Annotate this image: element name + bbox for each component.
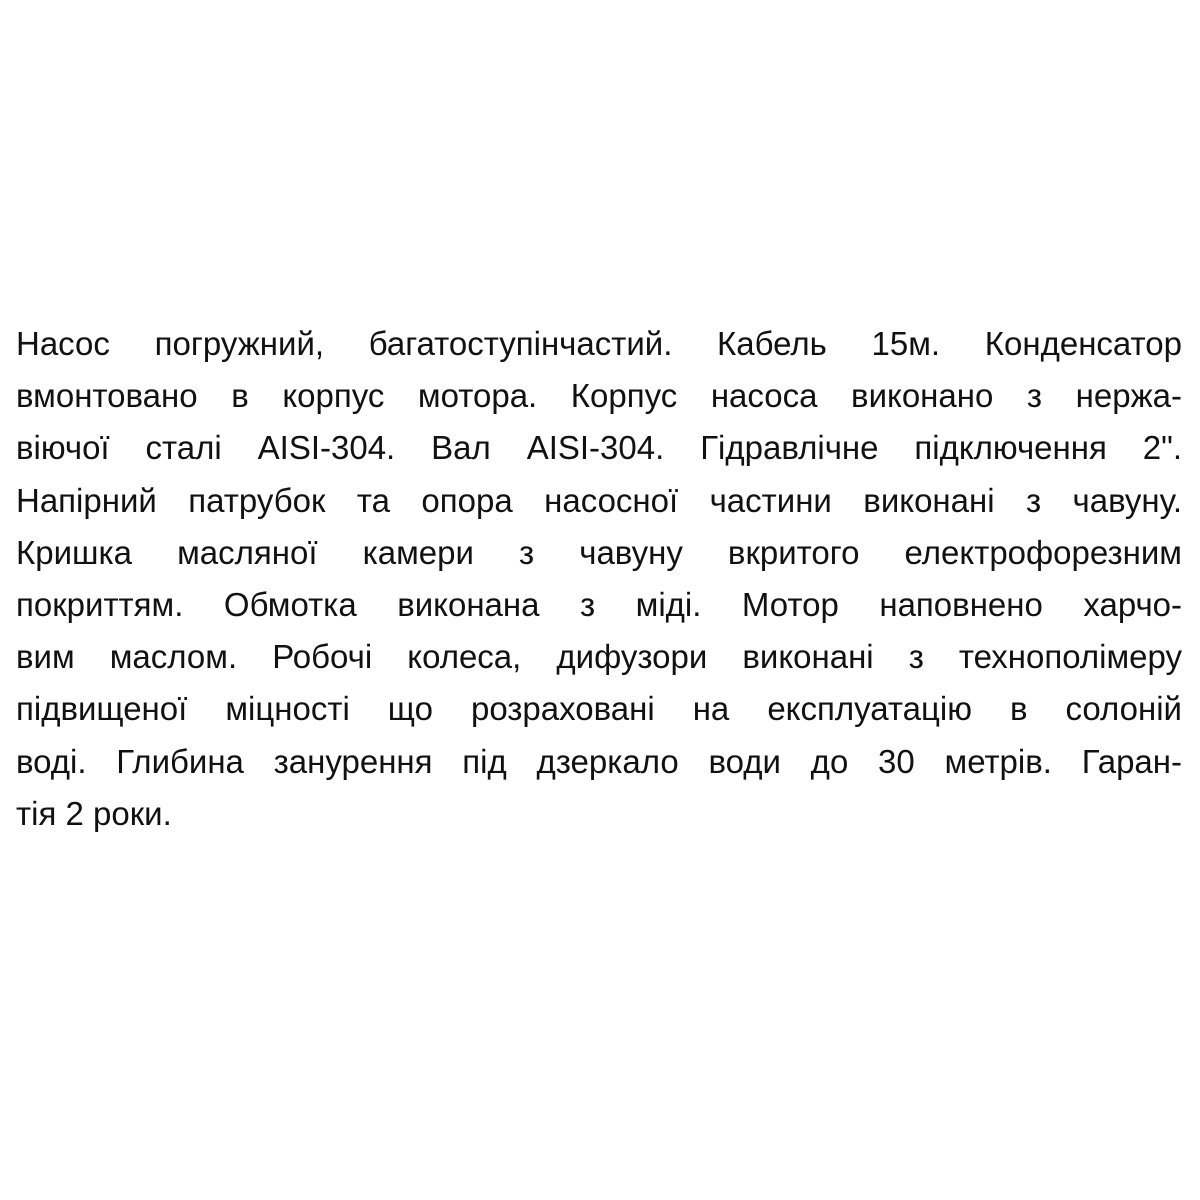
description-line: Кришка масляної камери з чавуну вкритого електрофорезним: [16, 533, 1182, 571]
product-description: [16, 318, 1182, 840]
description-line: Насос погружний, багатоступінчастий. Кабель 15м. Конденсатор: [16, 325, 1182, 362]
description-line: Напірний патрубок та опора насосної частини виконані з чавуну.: [16, 481, 1182, 519]
description-line: покриттям. Обмотка виконана з міді. Мотор наповнено харчо-: [16, 585, 1182, 623]
description-line: підвищеної міцності що розраховані на експлуатацію в солоній: [16, 690, 1182, 728]
description-line: віючої сталі AISI-304. Вал AISI-304. Гідравлічне підключення 2".: [16, 429, 1182, 467]
description-line: вим маслом. Робочі колеса, дифузори виконані з технополімеру: [16, 638, 1182, 676]
description-line: тія 2 роки.: [16, 794, 172, 832]
description-line: воді. Глибина занурення під дзеркало води до 30 метрів. Гаран-: [16, 742, 1182, 780]
description-line: вмонтовано в корпус мотора. Корпус насоса виконано з нержа-: [16, 377, 1182, 415]
